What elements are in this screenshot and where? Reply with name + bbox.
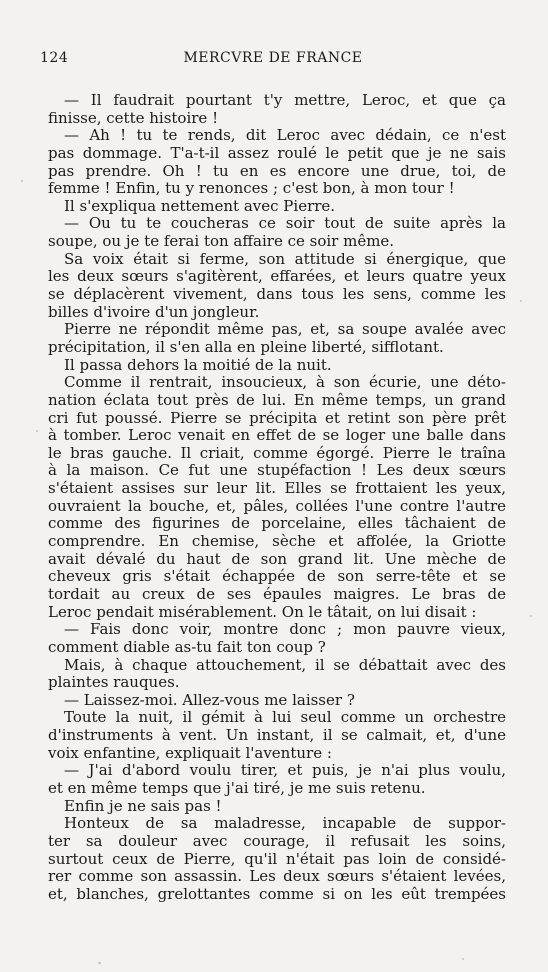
text-line: Leroc pendait misérablement. On le tâtait, on lui disait : <box>48 602 477 621</box>
text-line: se déplacèrent vivement, dans tous les sens, comme les <box>48 285 506 304</box>
text-line: comment diable as-tu fait ton coup ? <box>48 637 326 656</box>
paper-speck <box>530 615 532 617</box>
text-line: rer comme son assassin. Les deux sœurs s'étaient levées, <box>48 867 506 886</box>
paper-speck <box>520 300 522 302</box>
body-text <box>48 92 506 903</box>
text-line: d'instruments à vent. Un instant, il se calmait, et, d'une <box>48 726 506 745</box>
page-number: 124 <box>40 50 69 66</box>
text-line: pas dommage. T'a-t-il assez roulé le petit que je ne sais <box>48 143 506 162</box>
running-head <box>40 50 506 72</box>
text-line: femme ! Enfin, tu y renonces ; c'est bon, à mon tour ! <box>48 179 455 198</box>
text-line: — Fais donc voir, montre donc ; mon pauvre vieux, <box>64 620 506 639</box>
text-line: précipitation, il s'en alla en pleine liberté, sifflotant. <box>48 337 444 356</box>
text-line: Pierre ne répondit même pas, et, sa soupe avalée avec <box>64 320 506 339</box>
text-line: Mais, à chaque attouchement, il se débattait avec des <box>64 655 506 674</box>
text-line: — Ah ! tu te rends, dit Leroc avec dédain, ce n'est <box>64 126 506 145</box>
text-line: Toute la nuit, il gémit à lui seul comme un orchestre <box>64 708 506 727</box>
paper-speck <box>36 430 38 432</box>
paper-speck <box>98 962 101 964</box>
text-line: plaintes rauques. <box>48 673 180 692</box>
text-line: à la maison. Ce fut une stupéfaction ! Les deux sœurs <box>48 461 506 480</box>
text-line: — Il faudrait pourtant t'y mettre, Leroc, et que ça <box>64 91 506 109</box>
text-line: à tomber. Leroc venait en effet de se loger une balle dans <box>48 426 506 445</box>
text-line: ter sa douleur avec courage, il refusait les soins, <box>48 831 506 850</box>
text-line: avait dévalé du haut de son grand lit. Une mèche de <box>48 549 506 568</box>
text-line: Sa voix était si ferme, son attitude si énergique, que <box>64 249 506 268</box>
text-line: cheveux gris s'était échappée de son serre-tête et se <box>48 567 506 586</box>
text-line: les deux sœurs s'agitèrent, effarées, et leurs quatre yeux <box>48 267 506 286</box>
text-line: cri fut poussé. Pierre se précipita et retint son père prêt <box>48 408 506 427</box>
text-line: comprendre. En chemise, sèche et affolée, la Griotte <box>48 532 506 551</box>
text-line: finisse, cette histoire ! <box>48 108 219 127</box>
text-line: billes d'ivoire d'un jongleur. <box>48 302 260 321</box>
text-line: et, blanches, grelottantes comme si on les eût trempées <box>48 884 506 903</box>
paper-speck <box>21 180 23 182</box>
text-line: et en même temps que j'ai tiré, je me suis retenu. <box>48 778 426 797</box>
text-line: s'étaient assises sur leur lit. Elles se frottaient les yeux, <box>48 479 506 498</box>
text-line: — Ou tu te coucheras ce soir tout de suite après la <box>64 214 506 233</box>
text-line: surtout ceux de Pierre, qu'il n'était pas loin de considé- <box>48 849 506 868</box>
text-line: Comme il rentrait, insoucieux, à son écurie, une déto- <box>64 373 506 392</box>
text-line: Honteux de sa maladresse, incapable de suppor- <box>64 814 506 833</box>
text-line: voix enfantine, expliquait l'aventure : <box>48 743 332 762</box>
text-line: ouvraient la bouche, et, pâles, collées l'une contre l'autre <box>48 496 506 515</box>
journal-title: MERCVRE DE FRANCE <box>183 50 363 66</box>
text-line: tordait au creux de ses épaules maigres. Le bras de <box>48 584 506 603</box>
text-line: Il passa dehors la moitié de la nuit. <box>64 355 332 374</box>
text-line: le bras gauche. Il criait, comme égorgé. Pierre le traîna <box>48 443 506 462</box>
text-line: — Laissez-moi. Allez-vous me laisser ? <box>64 690 355 709</box>
text-line: — J'ai d'abord voulu tirer, et puis, je n'ai plus voulu, <box>64 761 506 780</box>
text-line: pas prendre. Oh ! tu en es encore une drue, toi, de <box>48 161 506 180</box>
paper-speck <box>462 958 464 960</box>
text-line: soupe, ou je te ferai ton affaire ce soir même. <box>48 232 395 251</box>
text-line: Enfin je ne sais pas ! <box>64 796 222 815</box>
text-line: nation éclata tout près de lui. En même temps, un grand <box>48 390 506 409</box>
text-line: Il s'expliqua nettement avec Pierre. <box>64 196 336 215</box>
text-line: comme des figurines de porcelaine, elles tâchaient de <box>48 514 506 533</box>
